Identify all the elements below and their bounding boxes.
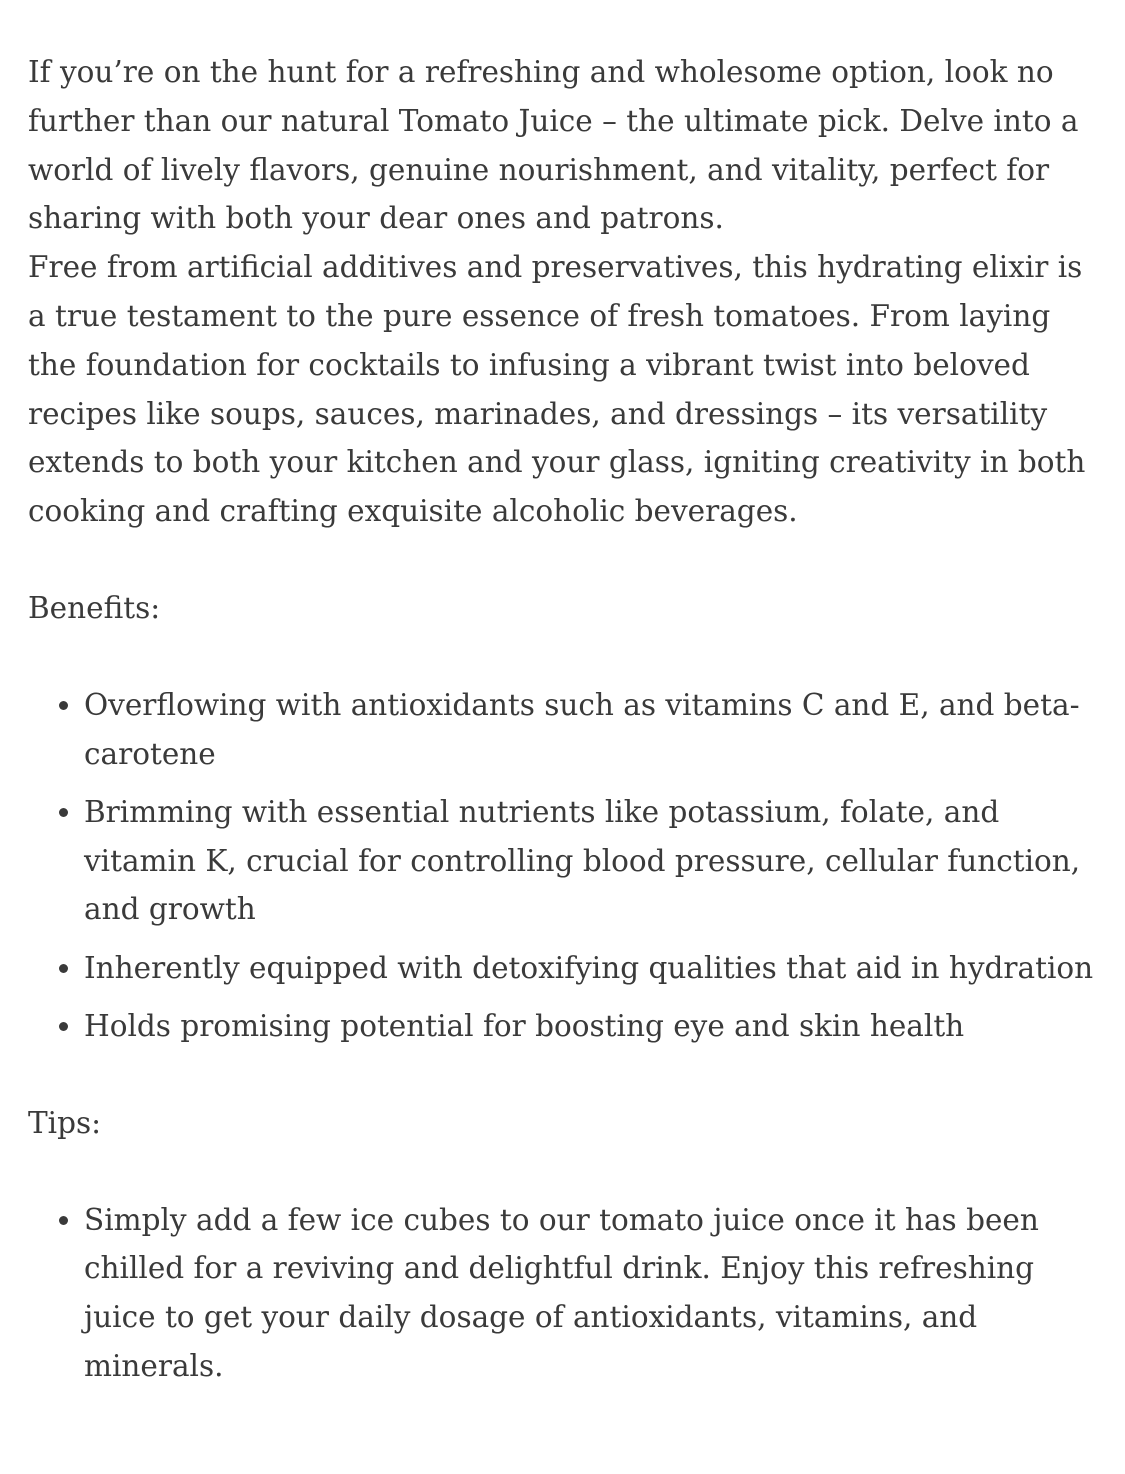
intro-paragraph: If you’re on the hunt for a refreshing and wholesome option, look no further than our natural Tomato Juice – the ultimate pick. Delve into a world of lively flavors, genuine nourishment, and vitality, perfect for sharing with both your dear ones and patrons.: [28, 55, 1079, 236]
benefits-heading: Benefits:: [28, 590, 161, 625]
tips-heading: Tips:: [28, 1105, 102, 1140]
benefits-list: [28, 681, 1097, 1051]
tip-item: • Simply add a few ice cubes to our tomato juice once it has been chilled for a reviving and delightful drink. Enjoy this refreshing juice to get your daily dosage of antioxidants, vitamins, and minerals.: [84, 1196, 1097, 1391]
benefit-item: • Brimming with essential nutrients like potassium, folate, and vitamin K, crucial for controlling blood pressure, cellular function, and growth: [84, 788, 1097, 934]
benefit-item: • Overflowing with antioxidants such as vitamins C and E, and beta-carotene: [84, 681, 1097, 779]
benefit-item: • Holds promising potential for boosting eye and skin health: [84, 1002, 1097, 1051]
intro-paragraph: Free from artificial additives and preservatives, this hydrating elixir is a true testament to the pure essence of fresh tomatoes. From laying the foundation for cocktails to infusing a vibrant twist into beloved recipes like soups, sauces, marinades, and dressings – its versatility extends to both your kitchen and your glass, igniting creativity in both cooking and crafting exquisite alcoholic beverages.: [28, 250, 1086, 529]
tips-list: [28, 1196, 1097, 1391]
benefit-item: • Inherently equipped with detoxifying qualities that aid in hydration: [84, 944, 1097, 993]
intro-section: [28, 48, 1097, 536]
